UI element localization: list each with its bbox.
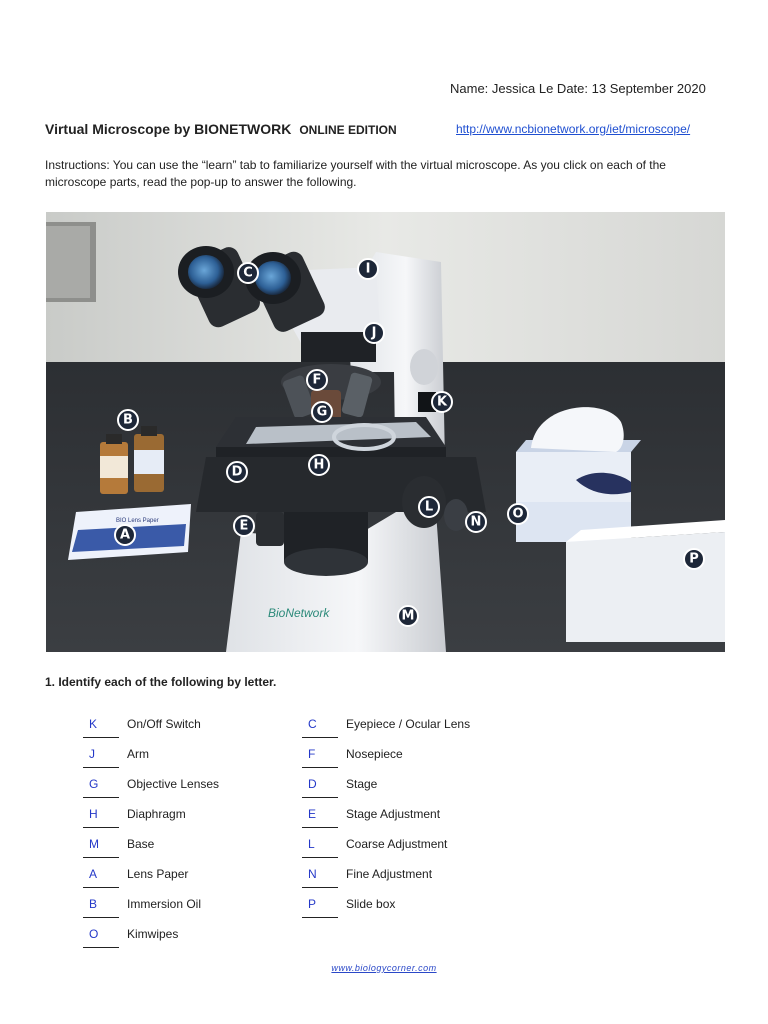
term-label: Fine Adjustment — [346, 867, 433, 881]
marker-g — [312, 402, 332, 422]
marker-e — [234, 516, 254, 536]
marker-a — [115, 525, 135, 545]
svg-text:L: L — [424, 499, 434, 515]
svg-text:J: J — [371, 325, 377, 341]
term-label: Coarse Adjustment — [346, 837, 448, 851]
term-label: Kimwipes — [127, 927, 179, 941]
term-label: Immersion Oil — [127, 897, 202, 911]
title-main: Virtual Microscope by BIONETWORK — [45, 121, 292, 137]
answer-blank[interactable]: A — [83, 858, 119, 888]
marker-j — [364, 323, 384, 343]
answer-blank[interactable]: F — [302, 738, 338, 768]
instructions-text: Instructions: You can use the “learn” tab to familiarize yourself with the virtual microscope. As you click on each of the microscope parts, read the pop-up to answer the following. — [45, 158, 666, 189]
answer-blank[interactable]: J — [83, 738, 119, 768]
answer-blank[interactable]: H — [83, 798, 119, 828]
marker-o — [508, 504, 528, 524]
answer-blank[interactable]: K — [83, 708, 119, 738]
footer-link[interactable]: www.biologycorner.com — [331, 963, 437, 973]
term-label: Base — [127, 837, 155, 851]
name-date-line: Name: Jessica Le Date: 13 September 2020 — [450, 81, 706, 96]
marker-l — [419, 497, 439, 517]
answer-blank[interactable]: D — [302, 768, 338, 798]
marker-h — [309, 455, 329, 475]
brand-label: BioNetwork — [268, 606, 330, 620]
svg-text:A: A — [119, 527, 131, 543]
svg-text:B: B — [123, 412, 133, 428]
svg-text:D: D — [231, 464, 243, 480]
term-label: Diaphragm — [127, 807, 186, 821]
question-title: 1. Identify each of the following by letter. — [45, 675, 277, 689]
marker-n — [466, 512, 486, 532]
footer — [0, 963, 768, 973]
marker-b — [118, 410, 138, 430]
term-label: Objective Lenses — [127, 777, 220, 791]
answer-blank[interactable]: C — [302, 708, 338, 738]
svg-text:I: I — [365, 261, 371, 277]
marker-k — [432, 392, 452, 412]
marker-p — [684, 549, 704, 569]
document-title — [45, 121, 397, 137]
lens-paper-label: BIO Lens Paper — [116, 518, 159, 524]
marker-m — [398, 606, 418, 626]
marker-d — [227, 462, 247, 482]
title-edition: ONLINE EDITION — [299, 123, 397, 137]
marker-f — [307, 370, 327, 390]
term-label: Stage Adjustment — [346, 807, 441, 821]
term-label: Slide box — [346, 897, 396, 911]
answer-blank[interactable]: O — [83, 918, 119, 948]
svg-text:M: M — [401, 608, 415, 624]
answer-blank[interactable]: B — [83, 888, 119, 918]
term-label: Eyepiece / Ocular Lens — [346, 717, 471, 731]
term-label: Stage — [346, 777, 378, 791]
answer-blank[interactable]: P — [302, 888, 338, 918]
svg-text:E: E — [239, 518, 249, 534]
svg-text:F: F — [312, 372, 322, 388]
svg-text:C: C — [243, 265, 253, 281]
term-label: On/Off Switch — [127, 717, 201, 731]
svg-text:O: O — [512, 506, 524, 522]
answer-blank[interactable]: M — [83, 828, 119, 858]
term-label: Arm — [127, 747, 149, 761]
svg-text:P: P — [689, 551, 699, 567]
svg-text:K: K — [436, 394, 448, 410]
marker-c — [238, 263, 258, 283]
svg-text:H: H — [313, 457, 325, 473]
svg-text:N: N — [470, 514, 482, 530]
marker-i — [358, 259, 378, 279]
term-label: Lens Paper — [127, 867, 189, 881]
answer-blank[interactable]: L — [302, 828, 338, 858]
microscope-image — [46, 212, 725, 652]
answer-blank[interactable]: N — [302, 858, 338, 888]
answer-blank[interactable]: E — [302, 798, 338, 828]
term-label: Nosepiece — [346, 747, 403, 761]
microscope-link[interactable]: http://www.ncbionetwork.org/iet/microscope/ — [456, 122, 691, 136]
svg-text:G: G — [316, 404, 328, 420]
answer-blank[interactable]: G — [83, 768, 119, 798]
